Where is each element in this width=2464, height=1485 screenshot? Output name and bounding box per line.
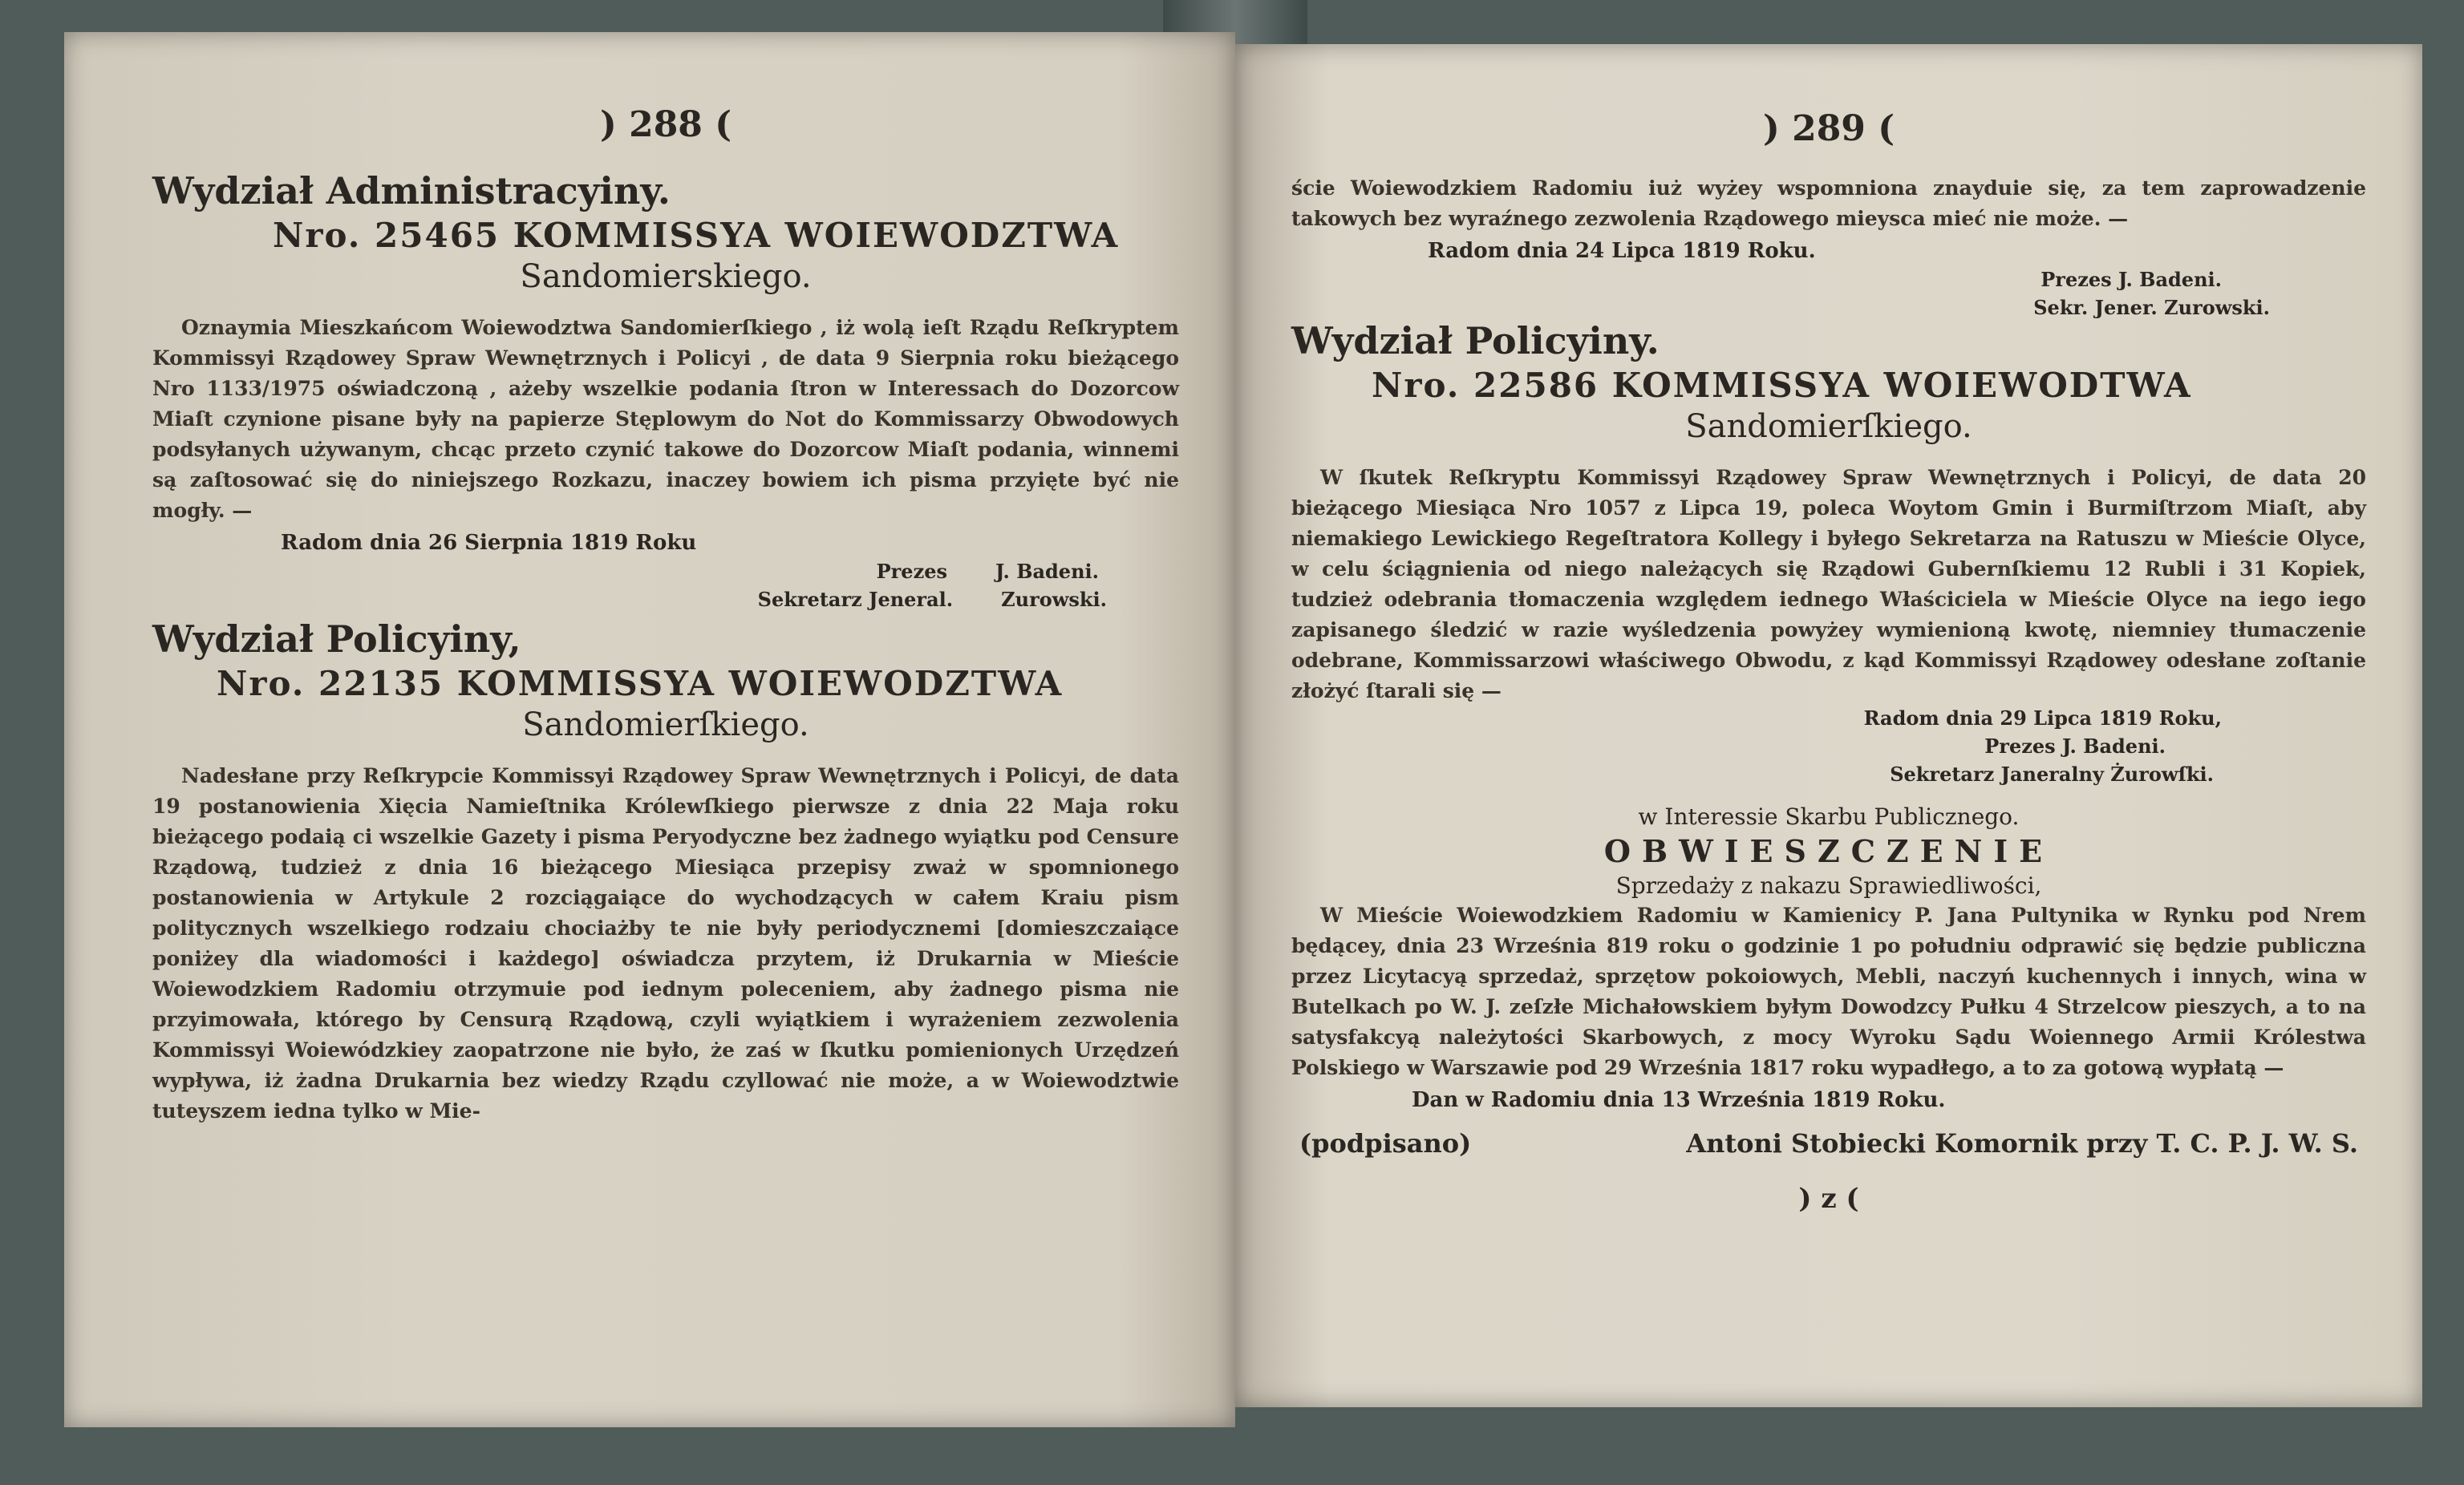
president-signature [152,560,1179,583]
secretary-name: Zurowski. [1001,588,1107,611]
continuation-president [1291,268,2366,291]
announcement-body: W Mieście Woiewodzkiem Radomiu w Kamienicy P. Jana Pultynika w Rynku pod Nrem będącey, dnia 23 Września 819 roku o godzinie 1 po południu odprawić się będzie publiczna przez Licytacyą sprzedaż, sprzętow pokoiowych, Mebli, naczyń kuchennych i innych, wina w Butelkach po W. J. zeſzłe Michałowskiem byłym Dowodzcy Pułku 4 Strzelcow pieszych, a to na satysfakcyą należytości Skarbowych, z mocy Wyroku Sądu Woiennego Armii Królestwa Polskiego w Warszawie pod 29 Września 1817 roku wypadłego, a to za gotową wypłatą — [1291,904,2366,1079]
president-text: Prezes J. Badeni. [1984,734,2166,758]
secretary-title: Sekretarz Jeneral. [757,588,954,611]
notice-region: Sandomierskiego. [520,258,812,295]
section-title: Wydział Policyiny. [1291,319,1660,362]
section-title: Wydział Administracyiny. [152,169,671,212]
notice-auction [1291,803,2366,1159]
notice-region: Sandomierſkiego. [1685,408,1972,445]
left-page [64,32,1235,1427]
president-signature [1291,734,2366,758]
secretary-signature [152,588,1179,611]
announcement-subtitle: Sprzedaży z nakazu Sprawiedliwości, [1615,872,2042,899]
page-number-right: ) 289 ( [1762,108,1895,149]
signer-name: Antoni Stobiecki Komornik przy T. C. P. J. W. S. [1686,1128,2358,1159]
signed-label: (podpisano) [1299,1128,1472,1159]
continuation-dateline: Radom dnia 24 Lipca 1819 Roku. [1428,239,1816,263]
right-page [1235,44,2422,1407]
continuation-text: ście Woiewodzkiem Radomiu iuż wyżey wspomniona znayduie się, za tem zaprowadzenie takowych bez wyraźnego zezwolenia Rządowego mieysca mieć nie może. — [1291,176,2366,230]
notice-body: Oznaymia Mieszkańcom Woiewodztwa Sandomierſkiego , iż wolą ieſt Rządu Reſkryptem Kommissyi Rządowey Spraw Wewnętrznych i Policyi , de data 9 Sierpnia roku bieżącego Nro 1133/1975 oświadczoną , ażeby wszelkie podania ſtron w Interessach do Dozorcow Miaſt czynione pisane były na papierze Stęplowym do Not do Kommissarzy Obwodowych podsyłanych używanym, chcąc przeto czynić takowe do Dozorcow Miaſt podania, winnemi są zaſtosować się do niniejszego Rozkazu, inaczey bowiem ich pisma przyięte być nie mogły. — [152,316,1179,522]
president-title: Prezes [876,560,947,583]
continuation-secretary [1291,296,2366,319]
notice-dateline [1291,706,2366,730]
notice-heading: Nro. 22135 KOMMISSYA WOIEWODZTWA [217,664,1064,703]
section-title: Wydział Policyiny, [152,617,521,661]
footer-mark: ) z ( [1798,1183,1859,1215]
notice-heading: Nro. 22586 KOMMISSYA WOIEWODTWA [1372,366,2192,405]
notice-police-1 [152,617,1179,1127]
secretary-text: Sekretarz Janeralny Żurowſki. [1890,763,2214,786]
notice-heading: Nro. 25465 KOMMISSYA WOIEWODZTWA [273,216,1120,255]
interest-line: w Interessie Skarbu Publicznego. [1638,803,2020,830]
secretary-signature: Sekr. Jener. Zurowski. [2033,296,2270,319]
announcement-signature [1291,1128,2366,1159]
president-signature: Prezes J. Badeni. [2040,268,2222,291]
notice-administrative [152,169,1179,611]
announcement-dateline: Dan w Radomiu dnia 13 Września 1819 Roku. [1412,1088,1946,1112]
notice-region: Sandomierſkiego. [522,706,809,743]
president-name: J. Badeni. [995,560,1099,583]
secretary-signature [1291,763,2366,786]
announcement-title: OBWIESZCZENIE [1603,833,2054,869]
notice-body: W ſkutek Reſkryptu Kommissyi Rządowey Spraw Wewnętrznych i Policyi, de data 20 bieżącego Miesiąca Nro 1057 z Lipca 19, poleca Woytom Gmin i Burmiſtrzom Miaſt, aby niemakiego Lewickiego Regeſtratora Kollegy i byłego Sekretarza na Ratuszu w Mieście Olyce, w celu ściągnienia od niego należących się Rządowi Gubernſkiemu 12 Rubli i 31 Kopiek, tudzież odebrania tłomaczenia względem iednego Właściciela w Mieście Olyce na iego iego zapisanego śledzić w razie wyśledzenia powyżey wymienioną kwotę, niemniey tłumaczenie odebrane, Kommissarzowi właściwego Obwodu, z kąd Kommissyi Rządowey odesłane zoſtanie złożyć ſtarali się — [1291,466,2366,702]
notice-body: Nadesłane przy Reſkrypcie Kommissyi Rządowey Spraw Wewnętrznych i Policyi, de data 19 postanowienia Xięcia Namieſtnika Królewſkiego pierwsze z dnia 22 Maja roku bieżącego podaią ci wszelkie Gazety i pisma Peryodyczne bez żadnego wyiątku pod Censure Rządową, tudzież z dnia 16 bieżącego Miesiąca przepisy zważ w spomnionego postanowienia w Artykule 2 rozciągaiące do wychodzących w całem Kraiu pism politycznych wszelkiego rodzaiu chociażby te nie były periodycznemi [domieszczaiące poniżey dla wiadomości i każdego] oświadcza przytem, iż Drukarnia w Mieście Woiewodzkiem Radomiu otrzymuie pod iednym poleceniem, aby żadnego pisma nie przyimowała, którego by Censurą Rządową, czyli wyiątkiem i wyrażeniem zezwolenia Kommissyi Woiewódzkiey zaopatrzone nie było, że zaś w ſkutku pomienionych Urzędzeń wypływa, iż żadna Drukarnia bez wiedzy Rządu czyllować nie może, a w Woiewodztwie tuteyszem iedna tylko w Mie- [152,764,1179,1123]
page-number-left: ) 288 ( [599,104,732,145]
dateline-text: Radom dnia 29 Lipca 1819 Roku, [1863,706,2222,730]
notice-dateline: Radom dnia 26 Sierpnia 1819 Roku [281,531,697,555]
notice-police-2 [1291,319,2366,786]
